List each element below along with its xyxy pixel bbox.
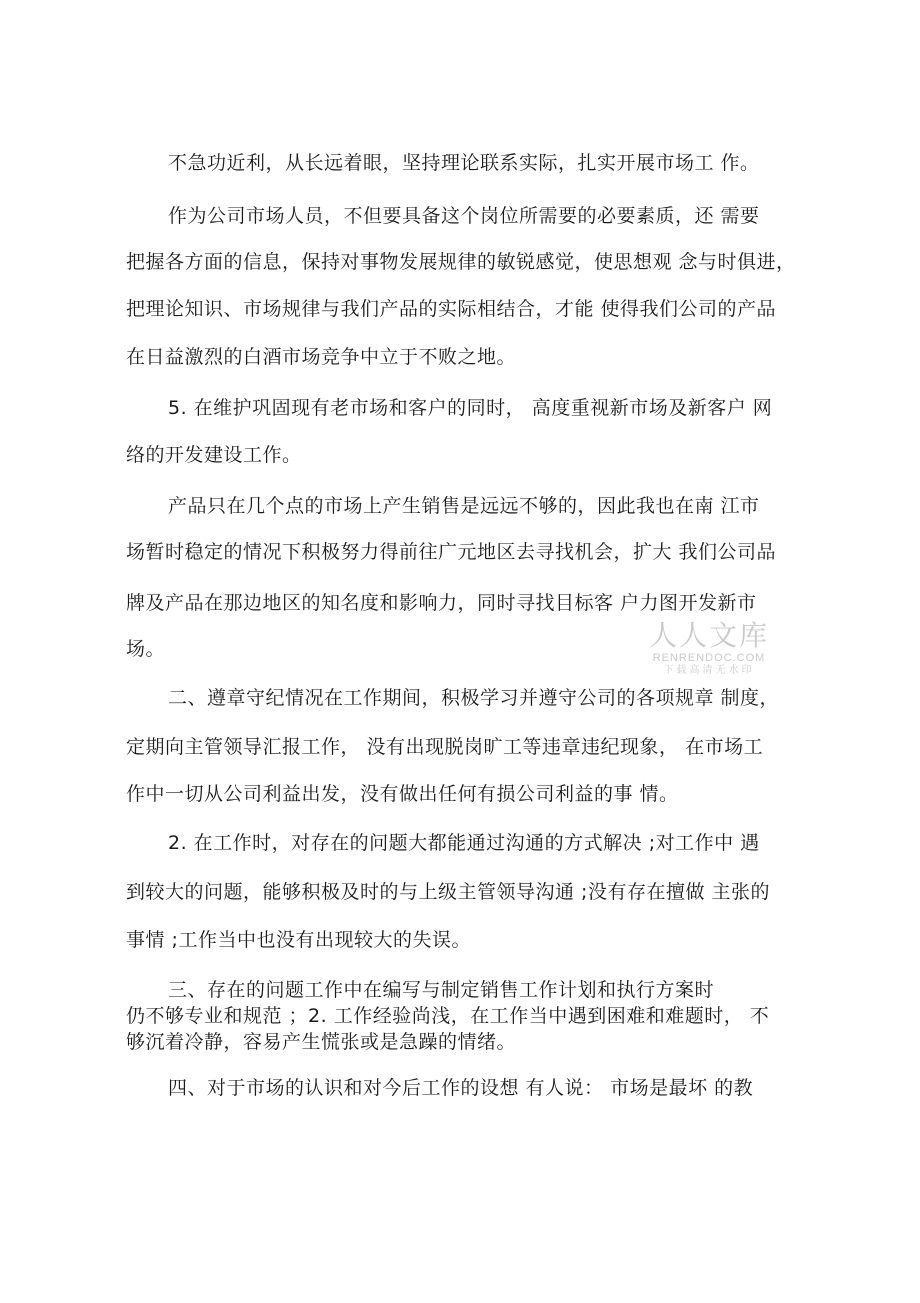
text-line: 作为公司市场人员，不但要具备这个岗位所需要的必要素质，还 需要	[168, 205, 760, 227]
text-line: 牌及产品在那边地区的知名度和影响力，同时寻找目标客 户力图开发新市	[126, 592, 757, 614]
text-line: 作中一切从公司利益出发，没有做出任何有损公司利益的事 情。	[126, 783, 679, 805]
text-line: 把理论知识、市场规律与我们产品的实际相结合，才能 使得我们公司的产品	[126, 298, 777, 320]
text-line: 到较大的问题，能够积极及时的与上级主管领导沟通 ;没有存在擅做 主张的	[126, 881, 770, 903]
text-line: 产品只在几个点的市场上产生销售是远远不够的，因此我也在南 江市	[168, 495, 760, 517]
text-line: 场。	[126, 638, 166, 660]
watermark	[644, 620, 774, 677]
text-line: 把握各方面的信息，保持对事物发展规律的敏锐感觉，使思想观 念与时俱进，	[126, 251, 796, 273]
watermark-tagline: 下载高清无水印	[663, 665, 755, 676]
text-line: 不急功近利，从长远着眼，坚持理论联系实际，扎实开展市场工 作。	[168, 152, 760, 174]
text-line: 定期向主管领导汇报工作， 没有出现脱岗旷工等违章违纪现象， 在市场工	[126, 736, 764, 758]
watermark-title: 人人文库	[648, 619, 769, 652]
text-line: 2. 在工作时，对存在的问题大都能通过沟通的方式解决 ;对工作中 遇	[168, 832, 760, 854]
text-line: 事情 ;工作当中也没有出现较大的失误。	[126, 929, 471, 951]
text-line: 仍不够专业和规范 ；2. 工作经验尚浅，在工作当中遇到困难和难题时， 不	[126, 1005, 770, 1027]
text-line: 二、遵章守纪情况在工作期间，积极学习并遵守公司的各项规章 制度，	[168, 687, 780, 709]
text-line: 四、对于市场的认识和对今后工作的设想 有人说： 市场是最坏 的教	[168, 1077, 754, 1099]
text-line: 三、存在的问题工作中在编写与制定销售工作计划和执行方案时	[168, 979, 715, 1001]
watermark-domain: RENRENDOC.COM	[652, 652, 766, 664]
text-line: 络的开发建设工作。	[126, 444, 302, 466]
text-line: 够沉着冷静，容易产生慌张或是急躁的情绪。	[126, 1031, 517, 1053]
text-line: 场暂时稳定的情况下积极努力得前往广元地区去寻找机会，扩大 我们公司品	[126, 541, 777, 563]
text-line: 5. 在维护巩固现有老市场和客户的同时， 高度重视新市场及新客户 网	[168, 397, 773, 419]
text-line: 在日益激烈的白酒市场竞争中立于不败之地。	[126, 346, 517, 368]
